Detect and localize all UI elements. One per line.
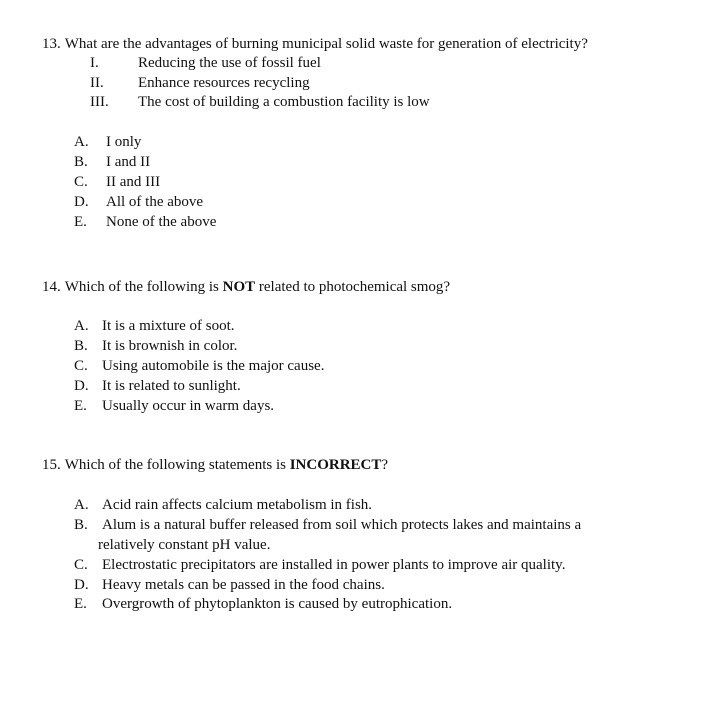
question-number: 15. [42, 457, 61, 473]
option-text: Acid rain affects calcium metabolism in fish. [102, 497, 373, 513]
question-13-stem [42, 34, 588, 54]
statement-text: The cost of building a combustion facility is low [138, 94, 430, 110]
option-letter: B. [74, 517, 88, 533]
question-text-before: Which of the following is [64, 279, 219, 295]
option-text: Using automobile is the major cause. [102, 358, 325, 374]
option-letter: E. [74, 214, 87, 230]
question-text-after: ? [381, 457, 389, 473]
question-14-stem [42, 277, 450, 297]
option-letter: E. [74, 398, 87, 414]
option-text: Heavy metals can be passed in the food chains. [102, 577, 385, 593]
option-text: It is related to sunlight. [102, 378, 241, 394]
option-letter: C. [74, 358, 88, 374]
option-letter: C. [74, 174, 88, 190]
question-emphasis: INCORRECT [289, 457, 382, 473]
statement-item [0, 92, 723, 112]
option-text: I and II [106, 154, 151, 170]
statement-text: Reducing the use of fossil fuel [138, 55, 321, 71]
option-letter: D. [74, 378, 89, 394]
option-text-continuation: relatively constant pH value. [98, 537, 271, 553]
option-letter: E. [74, 596, 87, 612]
option-letter: A. [74, 134, 89, 150]
statement-numeral: II. [90, 75, 104, 91]
question-text: What are the advantages of burning municipal solid waste for generation of electricity? [64, 36, 588, 52]
question-number: 13. [42, 36, 61, 52]
option-letter: C. [74, 557, 88, 573]
option-letter: D. [74, 194, 89, 210]
question-15-stem [42, 455, 388, 475]
statement-text: Enhance resources recycling [138, 75, 310, 91]
statement-numeral: III. [90, 94, 109, 110]
option-text: It is brownish in color. [102, 338, 238, 354]
question-text-after: related to photochemical smog? [258, 279, 451, 295]
statement-numeral: I. [90, 55, 99, 71]
option-letter: B. [74, 154, 88, 170]
option-letter: A. [74, 318, 89, 334]
option-letter: D. [74, 577, 89, 593]
option-text: None of the above [106, 214, 217, 230]
option-text: Overgrowth of phytoplankton is caused by eutrophication. [102, 596, 453, 612]
option-letter: B. [74, 338, 88, 354]
option-letter: A. [74, 497, 89, 513]
statement-item [0, 53, 723, 73]
statement-item [0, 73, 723, 93]
option-text: Usually occur in warm days. [102, 398, 275, 414]
option-text: I only [106, 134, 142, 150]
question-text-before: Which of the following statements is [64, 457, 286, 473]
question-number: 14. [42, 279, 61, 295]
option-text: Electrostatic precipitators are installed in power plants to improve air quality. [102, 557, 566, 573]
question-emphasis: NOT [222, 279, 256, 295]
option-text: Alum is a natural buffer released from soil which protects lakes and maintains a [102, 517, 582, 533]
option-text: II and III [106, 174, 161, 190]
option-text: It is a mixture of soot. [102, 318, 235, 334]
option-text: All of the above [106, 194, 204, 210]
